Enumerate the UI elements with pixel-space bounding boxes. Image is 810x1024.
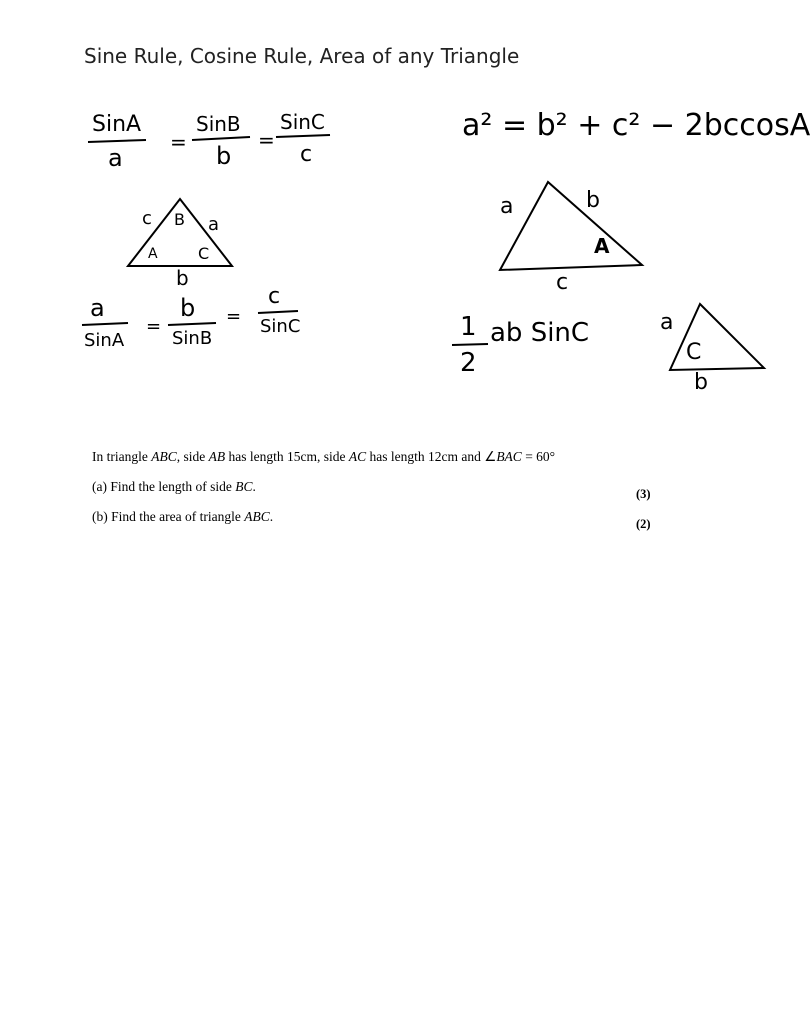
fraction-bar [452, 344, 488, 345]
page-title: Sine Rule, Cosine Rule, Area of any Triangle [84, 44, 520, 68]
fraction-bar [168, 323, 216, 325]
equals-2: = [258, 128, 275, 152]
question-part-a: (a) Find the length of side BC. [92, 479, 256, 494]
tri2-side-c: c [556, 270, 569, 295]
fraction-bar [192, 137, 250, 140]
tri1-side-a: a [208, 214, 220, 235]
side-equals-1: = [146, 316, 162, 337]
sine-den-1: a [108, 144, 123, 172]
tri2-side-b: b [586, 188, 600, 213]
part-a-marks: (3) [636, 487, 651, 501]
tri1-side-b: b [176, 266, 189, 290]
side-num-3: c [268, 284, 281, 309]
equals-1: = [170, 130, 187, 154]
side-equals-2: = [226, 306, 242, 327]
triangle-3 [670, 304, 764, 370]
part-b-marks: (2) [636, 517, 651, 531]
sine-den-2: b [216, 142, 232, 170]
triangle-2 [500, 182, 642, 270]
side-num-1: a [90, 294, 105, 322]
tri1-angle-a: A [148, 246, 158, 262]
area-half-num: 1 [460, 312, 477, 342]
sine-num-3: SinC [280, 110, 325, 134]
tri1-side-c: c [142, 208, 152, 229]
side-den-3: SinC [260, 316, 301, 337]
tri2-side-a: a [500, 194, 514, 219]
tri3-side-a: a [660, 310, 674, 335]
area-rule: ab SinC [490, 318, 590, 348]
tri3-side-b: b [694, 370, 708, 395]
side-den-2: SinB [172, 328, 213, 349]
question-part-b: (b) Find the area of triangle ABC. [92, 509, 274, 524]
sine-den-3: c [300, 142, 313, 167]
tri2-angle-a: A [594, 234, 610, 258]
area-half-den: 2 [460, 348, 477, 378]
side-num-2: b [180, 294, 196, 322]
sine-num-2: SinB [196, 112, 241, 136]
fraction-bar [82, 323, 128, 325]
fraction-bar [258, 311, 298, 313]
sine-num-1: SinA [92, 112, 142, 137]
fraction-bar [88, 140, 146, 142]
tri1-angle-b: B [174, 210, 185, 229]
question-intro: In triangle ABC, side AB has length 15cm, side AC has length 12cm and ∠BAC = 60° [92, 449, 556, 464]
fraction-bar [276, 135, 330, 137]
tri3-angle-c: C [686, 340, 702, 365]
tri1-angle-c: C [198, 244, 210, 263]
cosine-rule: a² = b² + c² − 2bccosA [462, 108, 810, 143]
side-den-1: SinA [84, 330, 125, 351]
